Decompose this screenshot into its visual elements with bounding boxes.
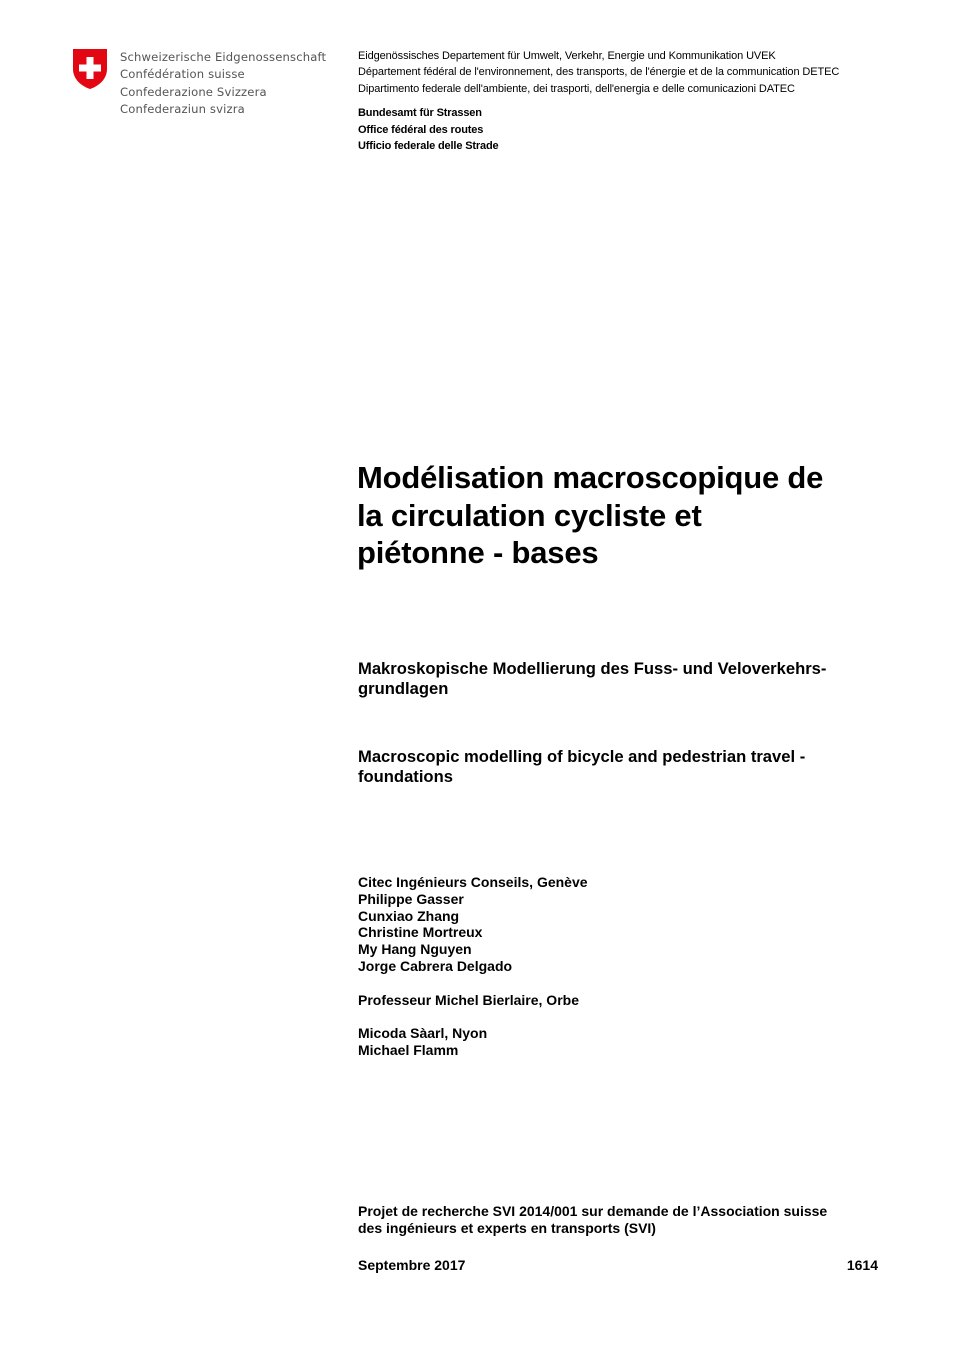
subtitle-german [358, 659, 918, 699]
project-description-line: Projet de recherche SVI 2014/001 sur demande de l’Association suisse [358, 1203, 828, 1219]
report-title-line: Modélisation macroscopique de [357, 460, 824, 495]
cross-horizontal-bar [79, 65, 101, 72]
publication-date: Septembre 2017 [358, 1257, 466, 1273]
author-name: Professeur Michel Bierlaire, Orbe [358, 992, 579, 1008]
report-number: 1614 [846, 1257, 878, 1273]
confederation-name-fr: Confédération suisse [120, 67, 245, 82]
project-description-line: des ingénieurs et experts en transports (SVI) [358, 1220, 656, 1237]
confederation-name-de: Schweizerische Eidgenossenschaft [120, 50, 327, 64]
department-line-fr: Département fédéral de l'environnement, des transports, de l'énergie et de la communication DETEC [358, 66, 840, 79]
author-name: Christine Mortreux [358, 924, 483, 941]
confederation-name-it: Confederazione Svizzera [120, 84, 267, 99]
subtitle-english-line: foundations [358, 767, 453, 786]
author-name: Philippe Gasser [358, 890, 464, 907]
swiss-cross-shield-icon [72, 48, 108, 90]
office-line-fr: Office fédéral des routes [358, 123, 484, 136]
department-line-it: Dipartimento federale dell'ambiente, dei trasporti, dell'energia e delle comunicazioni DATEC [358, 82, 795, 95]
author-name: My Hang Nguyen [358, 941, 472, 958]
author-name: Jorge Cabrera Delgado [358, 957, 513, 974]
office-header [358, 105, 499, 155]
office-line-de: Bundesamt für Strassen [358, 107, 482, 119]
subtitle-german-line: Makroskopische Modellierung des Fuss- und Veloverkehrs- [358, 659, 827, 678]
author-name: Cunxiao Zhang [358, 907, 460, 924]
author-organisation: Micoda Sàarl, Nyon [358, 1025, 488, 1041]
subtitle-english [358, 747, 918, 787]
subtitle-german-line: grundlagen [358, 679, 449, 698]
author-group-bierlaire [358, 992, 878, 1009]
confederation-name-rm: Confederaziun svizra [120, 101, 245, 116]
project-description [358, 1203, 878, 1237]
confederation-names [120, 49, 326, 118]
author-group-citec [358, 874, 878, 975]
department-header [358, 48, 839, 97]
subtitle-english-line: Macroscopic modelling of bicycle and pedestrian travel - [358, 747, 806, 766]
office-line-it: Ufficio federale delle Strade [358, 140, 499, 152]
report-title-line: la circulation cycliste et [357, 497, 702, 533]
department-line-de: Eidgenössisches Departement für Umwelt, Verkehr, Energie und Kommunikation UVEK [358, 50, 776, 62]
author-organisation: Citec Ingénieurs Conseils, Genève [358, 874, 588, 890]
report-title [357, 459, 917, 572]
author-name: Michael Flamm [358, 1041, 459, 1058]
report-title-line: piétonne - bases [357, 535, 599, 570]
author-group-micoda [358, 1025, 878, 1059]
